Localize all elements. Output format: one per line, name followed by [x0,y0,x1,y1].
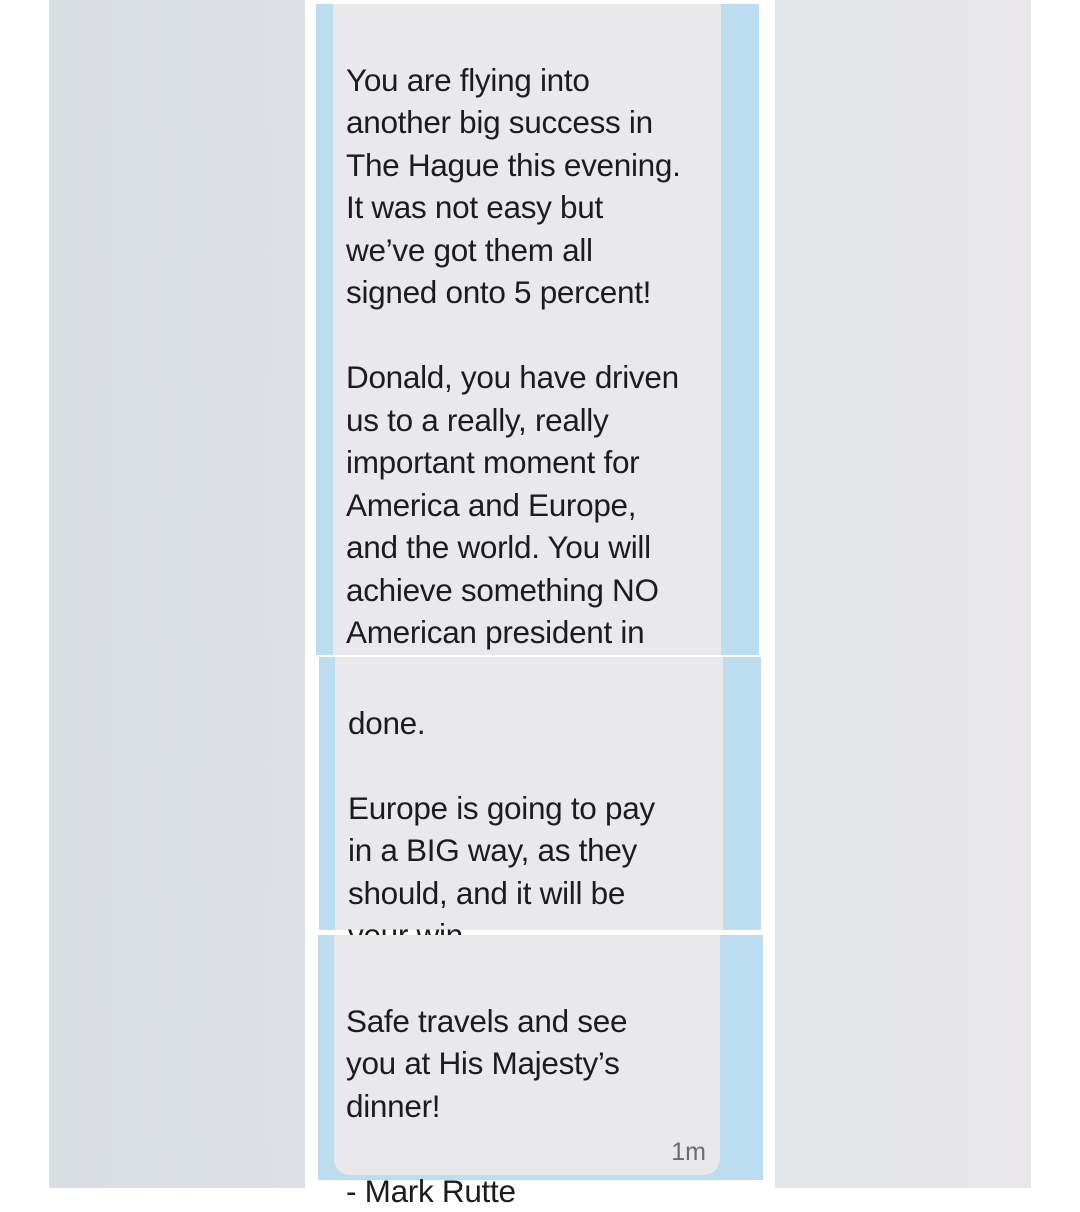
message-bubble[interactable] [335,657,723,930]
screenshot-strip-2 [319,657,761,930]
message-screenshot-stack [305,0,775,1209]
message-timestamp: 1m [671,1138,706,1166]
message-text: Safe travels and see you at His Majesty’s dinner! - Mark Rutte [346,1002,628,1209]
screenshot-strip-1 [316,0,759,655]
message-bubble[interactable] [333,4,721,655]
message-bubble[interactable] [334,935,720,1209]
message-text: You are flying into another big success in The Hague this evening. It was not easy but we’ve got them all signed onto 5 percent! Donald, you have driven us to a really, really important moment for America and Europe, and the world. You will achieve something NO American president in [346,61,681,650]
screenshot-strip-3 [318,935,763,1209]
message-text: done. Europe is going to pay in a BIG way, as they should, and it will be [348,704,655,911]
